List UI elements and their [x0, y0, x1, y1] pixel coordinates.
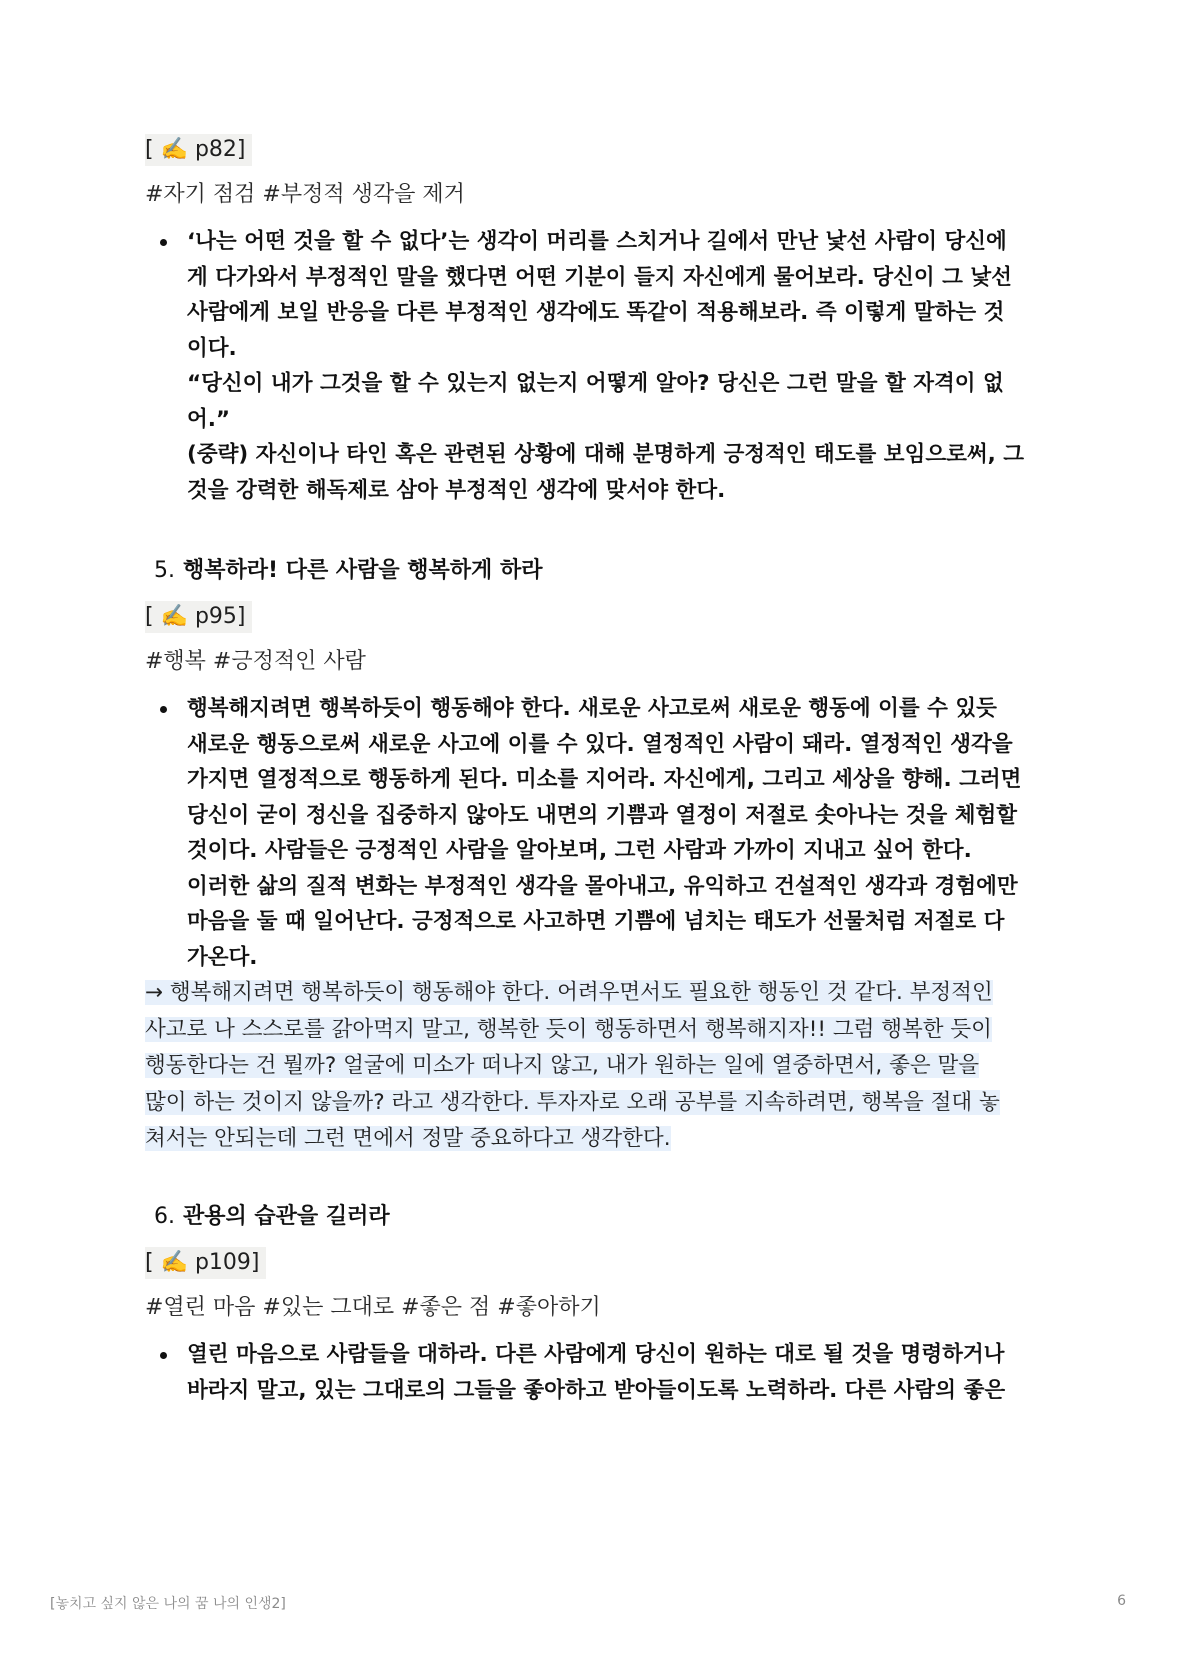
quote-bullet — [145, 691, 1045, 975]
quote-line: 것이다. 사람들은 긍정적인 사람을 알아보며, 그런 사람과 가까이 지내고 싶어 한다. — [187, 838, 972, 863]
bullet-list — [145, 691, 1045, 975]
quote-bullet — [145, 1337, 1045, 1408]
section-number: 5. — [154, 558, 175, 583]
quote-line: 열린 마음으로 사람들을 대하라. 다른 사람에게 당신이 원하는 대로 될 것을 명령하거나 — [187, 1342, 1005, 1367]
quote-line: 이러한 삶의 질적 변화는 부정적인 생각을 몰아내고, 유익하고 건설적인 생각과 경험에만 — [187, 873, 1018, 899]
reflection-comment — [145, 975, 1045, 1158]
quote-line: 마음을 둘 때 일어난다. 긍정적으로 사고하면 기쁨에 넘치는 태도가 선물처럼 저절로 다 — [187, 909, 1005, 934]
comment-line: 쳐서는 안되는데 그런 면에서 정말 중요하다고 생각한다. — [145, 1126, 671, 1151]
quote-line: 것을 강력한 해독제로 삼아 부정적인 생각에 맞서야 한다. — [187, 477, 726, 503]
bullet-icon — [160, 706, 167, 713]
comment-line: 많이 하는 것이지 않을까? 라고 생각한다. 투자자로 오래 공부를 지속하려면, 행복을 절대 놓 — [145, 1089, 1000, 1115]
quote-line: 가지면 열정적으로 행동하게 된다. 미소를 지어라. 자신에게, 그리고 세상을 향해. 그러면 — [187, 767, 1022, 792]
comment-line: 행동한다는 건 뭘까? 얼굴에 미소가 떠나지 않고, 내가 원하는 일에 열중하면서, 좋은 말을 — [145, 1053, 980, 1078]
section-title: 행복하라! 다른 사람을 행복하게 하라 — [183, 558, 543, 583]
footer-page-number: 6 — [1117, 1593, 1126, 1609]
hashtags: #행복 #긍정적인 사람 — [145, 649, 366, 674]
comment-line: 사고로 나 스스로를 갉아먹지 말고, 행복한 듯이 행동하면서 행복해지자!! 그럼 행복한 듯이 — [145, 1016, 992, 1042]
quote-line: ‘나는 어떤 것을 할 수 없다’는 생각이 머리를 스치거나 길에서 만난 낯선 사람이 당신에 — [187, 229, 1007, 254]
page-reference-tag: [ ✍️ p82] — [145, 134, 252, 166]
quote-line: 행복해지려면 행복하듯이 행동해야 한다. 새로운 사고로써 새로운 행동에 이를 수 있듯 — [187, 696, 997, 721]
page-reference-p95 — [145, 601, 1045, 633]
comment-line: → 행복해지려면 행복하듯이 행동해야 한다. 어려우면서도 필요한 행동인 것 같다. 부정적인 — [145, 980, 993, 1005]
bullet-icon — [160, 239, 167, 246]
section-title: 관용의 습관을 길러라 — [183, 1204, 390, 1229]
page-reference-tag: [ ✍️ p109] — [145, 1247, 266, 1279]
quote-line: 이다. — [187, 335, 237, 361]
section-number: 6. — [154, 1204, 175, 1229]
section-heading-6 — [145, 1201, 1045, 1233]
page-reference-p82 — [145, 134, 1045, 166]
page-reference-tag: [ ✍️ p95] — [145, 601, 252, 633]
quote-line: 바라지 말고, 있는 그대로의 그들을 좋아하고 받아들이도록 노력하라. 다른 사람의 좋은 — [187, 1377, 1006, 1403]
quote-line: 가온다. — [187, 944, 258, 970]
bullet-list — [145, 224, 1045, 508]
quote-line: 게 다가와서 부정적인 말을 했다면 어떤 기분이 들지 자신에게 물어보라. 당신이 그 낯선 — [187, 264, 1012, 290]
quote-line: 어.” — [187, 406, 231, 432]
quote-line: 사람에게 보일 반응을 다른 부정적인 생각에도 똑같이 적용해보라. 즉 이렇게 말하는 것 — [187, 300, 1005, 325]
bullet-icon — [160, 1352, 167, 1359]
quote-line: “당신이 내가 그것을 할 수 있는지 없는지 어떻게 알아? 당신은 그런 말을 할 자격이 없 — [187, 371, 1004, 396]
section-heading-5 — [145, 555, 1045, 587]
page-reference-p109 — [145, 1247, 1045, 1279]
hashtags: #자기 점검 #부정적 생각을 제거 — [145, 182, 465, 207]
quote-bullet — [145, 224, 1045, 508]
hashtags: #열린 마음 #있는 그대로 #좋은 점 #좋아하기 — [145, 1295, 601, 1320]
footer-document-title: [놓치고 싶지 않은 나의 꿈 나의 인생2] — [50, 1596, 286, 1612]
bullet-list — [145, 1337, 1045, 1408]
quote-line: (중략) 자신이나 타인 혹은 관련된 상황에 대해 분명하게 긍정적인 태도를 보임으로써, 그 — [187, 442, 1025, 467]
quote-line: 새로운 행동으로써 새로운 사고에 이를 수 있다. 열정적인 사람이 돼라. 열정적인 생각을 — [187, 731, 1013, 757]
quote-line: 당신이 굳이 정신을 집중하지 않아도 내면의 기쁨과 열정이 저절로 솟아나는 것을 체험할 — [187, 802, 1018, 828]
